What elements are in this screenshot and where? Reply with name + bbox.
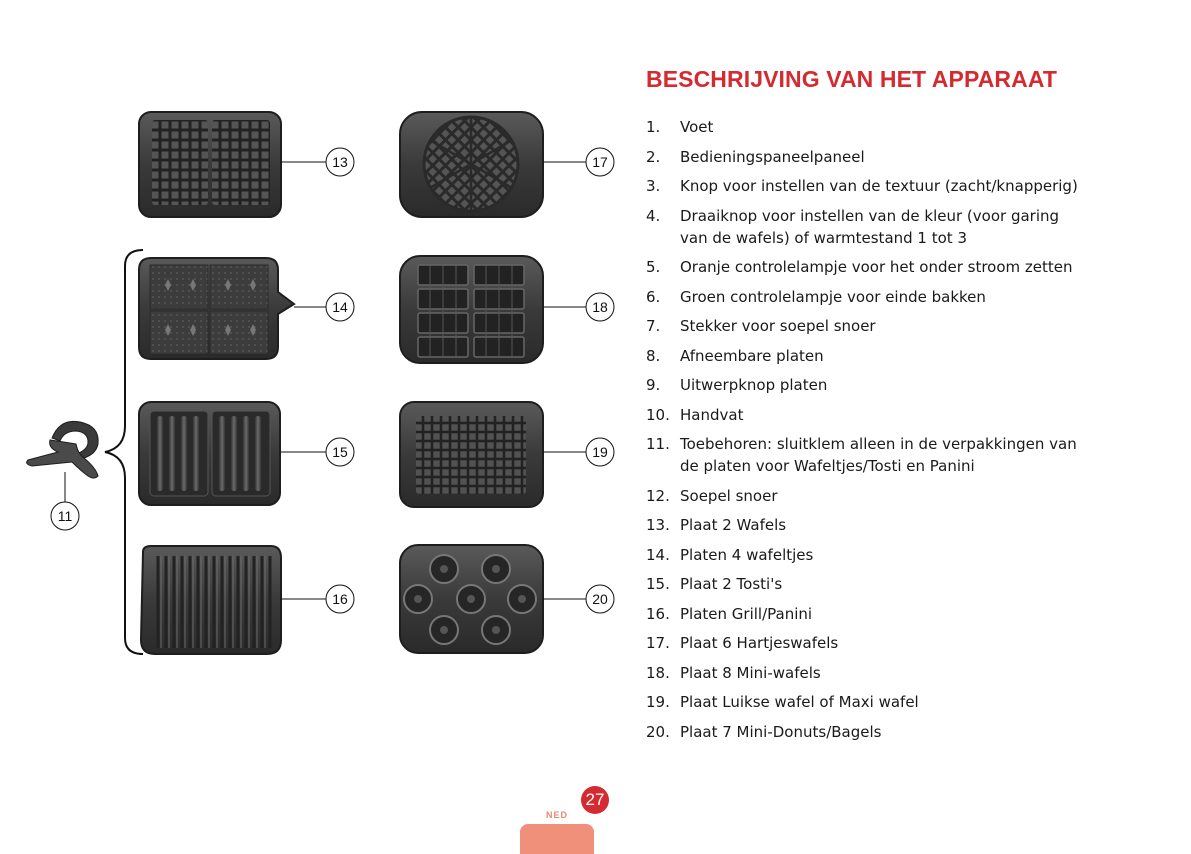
group-brace xyxy=(105,250,143,654)
callout-20: 20 xyxy=(592,591,608,607)
waffle-plate-icon xyxy=(139,112,281,217)
item-number: 9. xyxy=(646,376,661,394)
item-text: Platen 4 wafeltjes xyxy=(680,545,814,564)
list-item xyxy=(646,404,1086,426)
list-item xyxy=(646,691,1086,713)
list-item xyxy=(646,116,1086,138)
item-text: Draaiknop voor instellen van de kleur (voor garing van de wafels) of warmtestand 1 tot 3 xyxy=(680,206,1060,247)
item-text: Plaat 2 Wafels xyxy=(680,516,787,534)
grill-plate-icon xyxy=(141,546,281,654)
callout-15: 15 xyxy=(332,444,348,460)
list-item xyxy=(646,544,1086,566)
item-number: 13. xyxy=(646,516,670,534)
item-text: Afneembare platen xyxy=(680,346,824,365)
item-text: Groen controlelampje voor einde bakken xyxy=(680,287,986,306)
tosti-plate-icon xyxy=(139,402,280,505)
item-text: Plaat Luikse wafel of Maxi wafel xyxy=(680,693,919,711)
item-text: Soepel snoer xyxy=(680,486,778,505)
item-text: Handvat xyxy=(680,405,744,424)
item-number: 18. xyxy=(646,663,670,682)
page-number-badge: 27 xyxy=(581,786,609,814)
item-text: Uitwerpknop platen xyxy=(680,376,828,394)
list-item xyxy=(646,433,1086,477)
item-text: Platen Grill/Panini xyxy=(680,604,813,623)
item-number: 7. xyxy=(646,317,661,335)
item-number: 17. xyxy=(646,634,670,652)
mini-waffles-plate-icon xyxy=(400,256,543,363)
list-item xyxy=(646,721,1086,743)
list-item xyxy=(646,345,1086,367)
item-number: 15. xyxy=(646,575,670,593)
item-text: Plaat 7 Mini-Donuts/Bagels xyxy=(680,722,882,741)
item-number: 8. xyxy=(646,346,661,365)
language-label: NED xyxy=(545,810,568,820)
callout-14: 14 xyxy=(332,299,348,315)
item-number: 6. xyxy=(646,287,661,306)
item-text: Toebehoren: sluitklem alleen in de verpakkingen van de platen voor Wafeltjes/Tosti en Panini xyxy=(680,435,1077,475)
callout-16: 16 xyxy=(332,591,348,607)
item-number: 14. xyxy=(646,545,670,564)
list-item xyxy=(646,315,1086,337)
list-item xyxy=(646,632,1086,654)
item-text: Bedieningspaneelpaneel xyxy=(680,147,865,166)
item-number: 3. xyxy=(646,177,661,195)
list-item xyxy=(646,205,1086,249)
list-item xyxy=(646,603,1086,625)
callout-17: 17 xyxy=(592,154,608,170)
item-number: 10. xyxy=(646,405,670,424)
item-number: 19. xyxy=(646,693,670,711)
list-item xyxy=(646,146,1086,168)
parts-list xyxy=(646,116,1086,750)
liege-waffle-plate-icon xyxy=(400,402,543,507)
item-text: Oranje controlelampje voor het onder stroom zetten xyxy=(680,258,1073,276)
item-text: Plaat 8 Mini-wafels xyxy=(680,663,821,682)
callout-18: 18 xyxy=(592,299,608,315)
heart-waffle-plate-icon xyxy=(400,112,543,217)
callout-13: 13 xyxy=(332,154,348,170)
donut-plate-icon xyxy=(400,545,543,653)
item-text: Voet xyxy=(680,118,714,136)
page-title: BESCHRIJVING VAN HET APPARAAT xyxy=(646,66,1057,92)
list-item xyxy=(646,175,1086,197)
item-number: 12. xyxy=(646,486,670,505)
callout-11: 11 xyxy=(57,508,73,524)
list-item xyxy=(646,514,1086,536)
item-text: Knop voor instellen van de textuur (zacht/knapperig) xyxy=(680,177,1078,195)
mini-waffle-plate-icon xyxy=(139,258,294,359)
list-item xyxy=(646,573,1086,595)
callout-19: 19 xyxy=(592,444,608,460)
item-number: 4. xyxy=(646,206,661,225)
clip-icon xyxy=(27,421,99,478)
list-item xyxy=(646,374,1086,396)
item-text: Plaat 2 Tosti's xyxy=(680,575,783,593)
list-item xyxy=(646,662,1086,684)
list-item xyxy=(646,256,1086,278)
item-number: 16. xyxy=(646,604,670,623)
item-number: 5. xyxy=(646,258,661,276)
item-number: 20. xyxy=(646,722,670,741)
list-item xyxy=(646,286,1086,308)
item-number: 11. xyxy=(646,435,670,453)
item-number: 1. xyxy=(646,118,661,136)
item-text: Plaat 6 Hartjeswafels xyxy=(680,634,839,652)
item-number: 2. xyxy=(646,147,661,166)
list-item xyxy=(646,485,1086,507)
item-text: Stekker voor soepel snoer xyxy=(680,317,876,335)
